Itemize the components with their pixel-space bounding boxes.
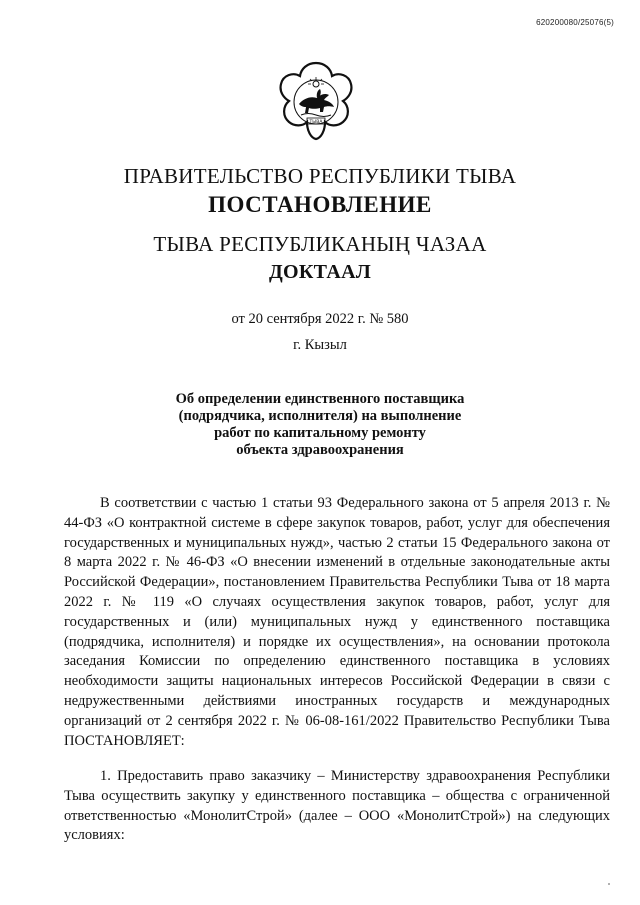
document-date-number: от 20 сентября 2022 г. № 580 <box>231 311 409 327</box>
subject-line: Об определении единственного поставщика <box>175 391 465 407</box>
emblem-text: ТЫВА <box>309 120 323 125</box>
subject-line: работ по капитальному ремонту <box>214 425 426 441</box>
document-type-tyv: ДОКТААЛ <box>268 261 372 283</box>
subject-line: (подрядчика, исполнителя) на выполнение <box>178 408 462 424</box>
document-type-ru: ПОСТАНОВЛЕНИЕ <box>208 192 432 217</box>
document-city: г. Кызыл <box>293 337 347 353</box>
document-code: 620200080/25076(5) <box>536 18 614 27</box>
government-title-tyv: ТЫВА РЕСПУБЛИКАНЫҢ ЧАЗАА <box>153 232 487 256</box>
document-subject <box>0 391 640 459</box>
page-speck <box>608 883 610 885</box>
body-paragraph-preamble: В соответствии с частью 1 статьи 93 Федерального закона от 5 апреля 2013 г. № 44-ФЗ «О контрактной системе в сфере закупок товаров, работ, услуг для обеспечения государственных и муниципальных нужд», частью 2 статьи 15 Федерального закона от 8 марта 2022 г. № 46-ФЗ «О внесении изменений в отдельные законодательные акты Российской Федерации», постановлением Правительства Республики Тыва от 18 марта 2022 г. № 119 «О случаях осуществления закупок товаров, работ, услуг для государственных и (или) муниципальных нужд у единственного поставщика (подрядчика, исполнителя) и порядке их осуществления», на основании протокола заседания Комиссии по определению единственного поставщика в условиях необходимости защиты национальных интересов Российской Федерации в связи с недружественными действиями иностранных государств и международных организаций от 2 сентября 2022 г. № 06-08-161/2022 Правительство Республики Тыва ПОСТАНОВЛЯЕТ: <box>64 495 610 749</box>
tuva-coat-of-arms-icon <box>277 60 355 142</box>
subject-line: объекта здравоохранения <box>236 442 404 458</box>
body-paragraph-item-1: 1. Предоставить право заказчику – Министерству здравоохранения Республики Тыва осуществить закупку у единственного поставщика – общества с ограниченной ответственностью «МонолитСтрой» (далее – ООО «МонолитСтрой») на следующих условиях: <box>64 768 610 844</box>
government-title-ru: ПРАВИТЕЛЬСТВО РЕСПУБЛИКИ ТЫВА <box>123 164 517 188</box>
